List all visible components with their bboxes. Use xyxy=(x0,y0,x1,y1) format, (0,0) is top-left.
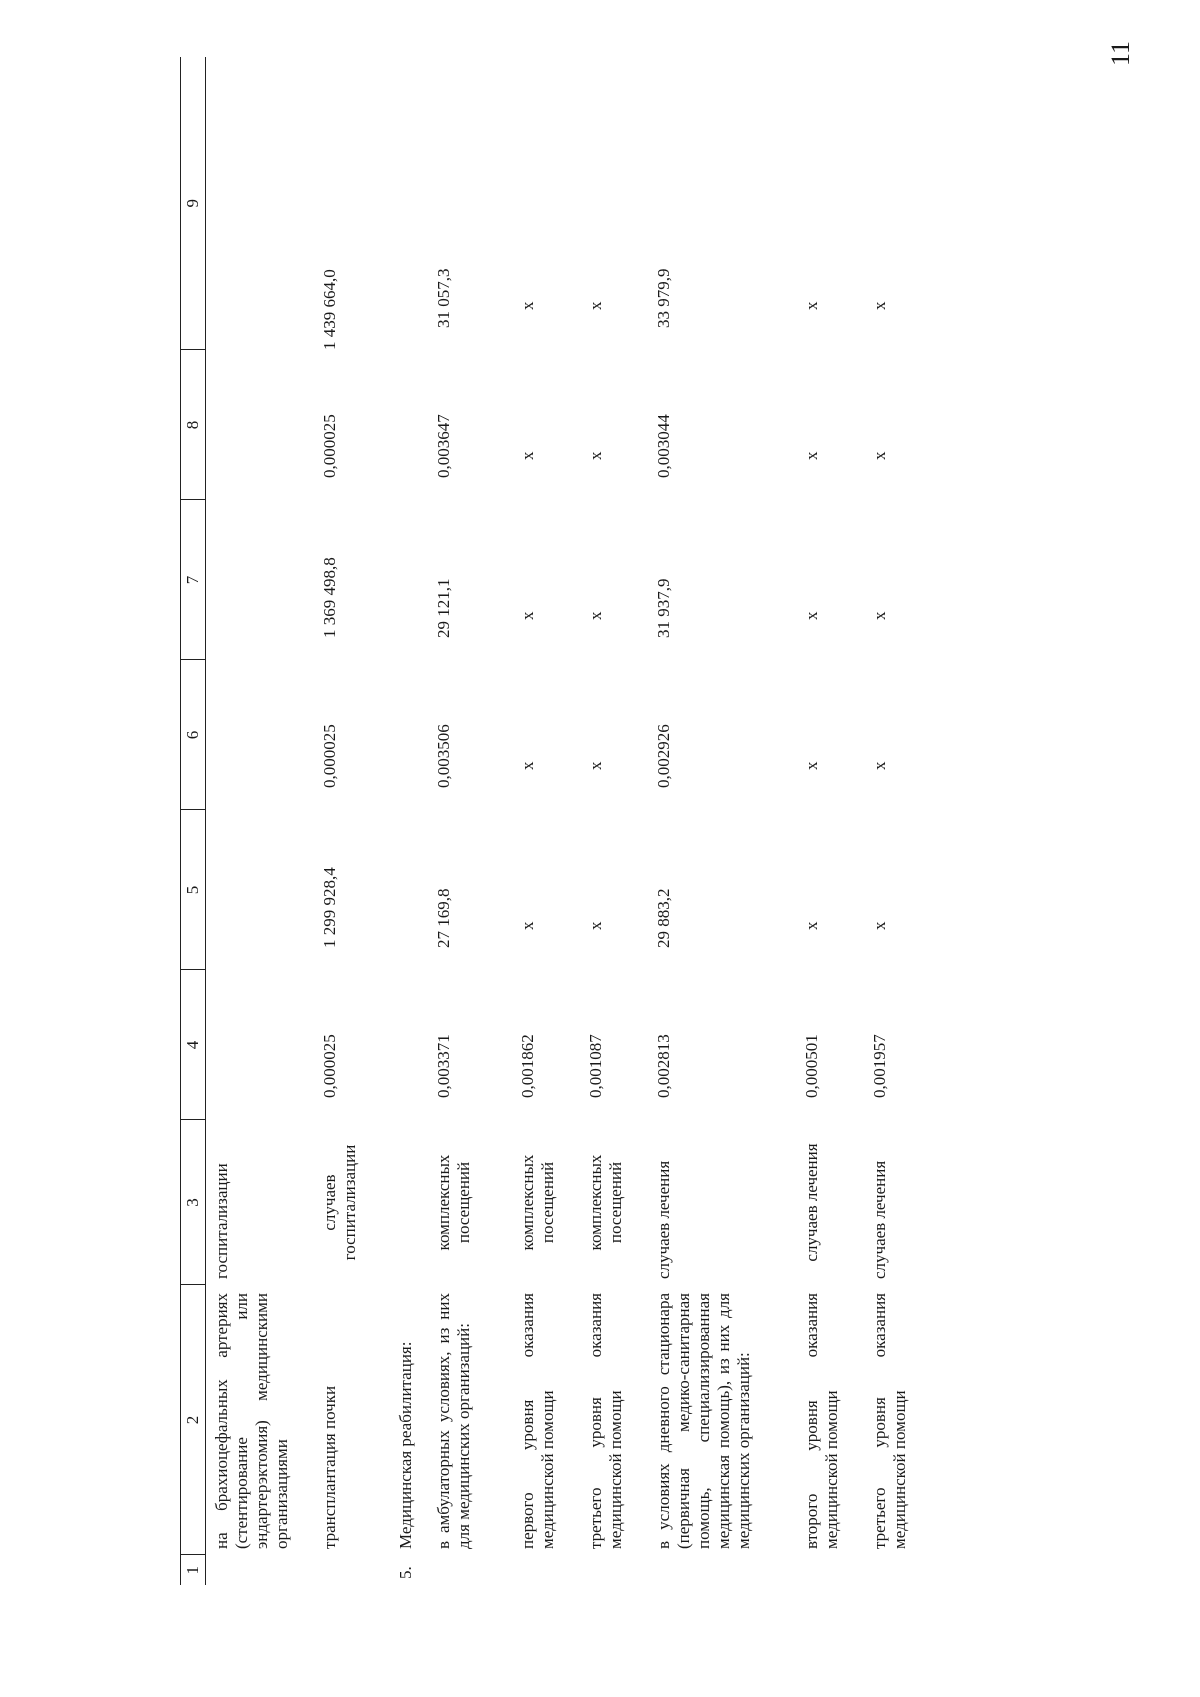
cell-value: 0,000025 xyxy=(320,414,339,478)
cell-value: х xyxy=(802,451,821,460)
row-name: третьего уровня оказания медицинской помощи xyxy=(870,1293,910,1549)
column-header: 9 xyxy=(181,57,206,350)
table-row xyxy=(580,57,648,1585)
column-header: 2 xyxy=(181,1285,206,1555)
table-row xyxy=(314,57,390,1585)
column-header: 1 xyxy=(181,1555,206,1585)
cell-value: 31 057,3 xyxy=(434,268,453,328)
cell-value xyxy=(206,350,315,500)
row-name: на брахиоцефальных артериях (стентирование или эндартерэктомия) медицинскими организациями xyxy=(212,1293,292,1549)
row-unit: госпитализации xyxy=(212,1163,231,1279)
cell-value: х xyxy=(870,301,889,310)
row-name: трансплантация почки xyxy=(320,1385,339,1549)
table-row xyxy=(206,57,315,1585)
cell-value: 0,003647 xyxy=(434,414,453,478)
cell-value: 0,003044 xyxy=(654,414,673,478)
cell-value: 0,003506 xyxy=(434,724,453,788)
cell-value: 27 169,8 xyxy=(434,888,453,948)
row-number xyxy=(206,1555,315,1585)
row-unit: случаев госпитализации xyxy=(320,1144,360,1261)
cell-value xyxy=(206,57,315,350)
cell-value xyxy=(206,810,315,970)
tariff-table xyxy=(180,57,932,1585)
cell-value: х xyxy=(586,921,605,930)
cell-value: 0,000025 xyxy=(320,724,339,788)
cell-value: х xyxy=(802,921,821,930)
row-unit: комплексных посещений xyxy=(518,1154,558,1251)
cell-value: х xyxy=(870,761,889,770)
cell-value: 0,000501 xyxy=(802,1034,821,1098)
cell-value xyxy=(206,500,315,660)
cell-value: 0,001087 xyxy=(586,1034,605,1098)
cell-value: 29 883,2 xyxy=(654,888,673,948)
cell-value xyxy=(390,970,428,1120)
row-name: в условиях дневного стационара (первичная медико-санитарная помощь, специализированная медицинская помощь), из них для медицинских организаций: xyxy=(654,1293,754,1549)
cell-value: х xyxy=(802,761,821,770)
cell-value: х xyxy=(518,761,537,770)
row-unit: случаев лечения xyxy=(870,1160,889,1279)
row-name: третьего уровня оказания медицинской помощи xyxy=(586,1293,626,1549)
cell-value: 0,000025 xyxy=(320,1034,339,1098)
cell-value: 1 439 664,0 xyxy=(320,269,339,350)
row-number xyxy=(648,1555,796,1585)
row-unit: случаев лечения xyxy=(802,1143,821,1262)
cell-value: х xyxy=(802,301,821,310)
row-name: Медицинская реабилитация: xyxy=(396,1341,415,1549)
cell-value: х xyxy=(870,451,889,460)
page-number: 11 xyxy=(1106,40,1135,66)
cell-value: х xyxy=(802,611,821,620)
row-unit xyxy=(390,1120,428,1285)
row-name: второго уровня оказания медицинской помощи xyxy=(802,1293,842,1549)
table-row xyxy=(648,57,796,1585)
cell-value: 0,001862 xyxy=(518,1034,537,1098)
cell-value: 0,001957 xyxy=(870,1034,889,1098)
cell-value: 0,003371 xyxy=(434,1034,453,1098)
cell-value: х xyxy=(870,611,889,620)
cell-value: х xyxy=(870,921,889,930)
cell-value xyxy=(390,810,428,970)
column-header: 4 xyxy=(181,970,206,1120)
row-number xyxy=(864,1555,932,1585)
row-unit: случаев лечения xyxy=(654,1160,673,1279)
cell-value xyxy=(390,660,428,810)
cell-value: х xyxy=(586,451,605,460)
cell-value xyxy=(206,970,315,1120)
table-row xyxy=(390,57,428,1585)
cell-value: 0,002813 xyxy=(654,1034,673,1098)
header-row xyxy=(181,57,206,1585)
cell-value xyxy=(390,500,428,660)
cell-value: 33 979,9 xyxy=(654,268,673,328)
row-name: первого уровня оказания медицинской помощи xyxy=(518,1293,558,1549)
row-unit: комплексных посещений xyxy=(586,1154,626,1251)
row-unit: комплексных посещений xyxy=(434,1154,474,1251)
cell-value: 29 121,1 xyxy=(434,578,453,638)
cell-value xyxy=(206,660,315,810)
column-header: 8 xyxy=(181,350,206,500)
cell-value: х xyxy=(518,301,537,310)
cell-value: 1 299 928,4 xyxy=(320,867,339,948)
row-number xyxy=(796,1555,864,1585)
cell-value: х xyxy=(586,761,605,770)
cell-value: 31 937,9 xyxy=(654,578,673,638)
row-name: в амбулаторных условиях, из них для медицинских организаций: xyxy=(434,1293,474,1549)
row-number xyxy=(314,1555,390,1585)
table-row xyxy=(428,57,512,1585)
cell-value: 1 369 498,8 xyxy=(320,557,339,638)
row-number xyxy=(428,1555,512,1585)
cell-value: х xyxy=(518,451,537,460)
cell-value xyxy=(390,57,428,350)
cell-value: 0,002926 xyxy=(654,724,673,788)
table-row xyxy=(864,57,932,1585)
table-row xyxy=(796,57,864,1585)
column-header: 7 xyxy=(181,500,206,660)
table-row xyxy=(512,57,580,1585)
cell-value: х xyxy=(586,611,605,620)
cell-value xyxy=(390,350,428,500)
rotated-table-container xyxy=(180,57,960,1585)
column-header: 5 xyxy=(181,810,206,970)
column-header: 3 xyxy=(181,1120,206,1285)
row-number: 5. xyxy=(396,1566,415,1579)
cell-value: х xyxy=(518,611,537,620)
row-number xyxy=(512,1555,580,1585)
cell-value: х xyxy=(518,921,537,930)
row-number xyxy=(580,1555,648,1585)
cell-value: х xyxy=(586,301,605,310)
column-header: 6 xyxy=(181,660,206,810)
